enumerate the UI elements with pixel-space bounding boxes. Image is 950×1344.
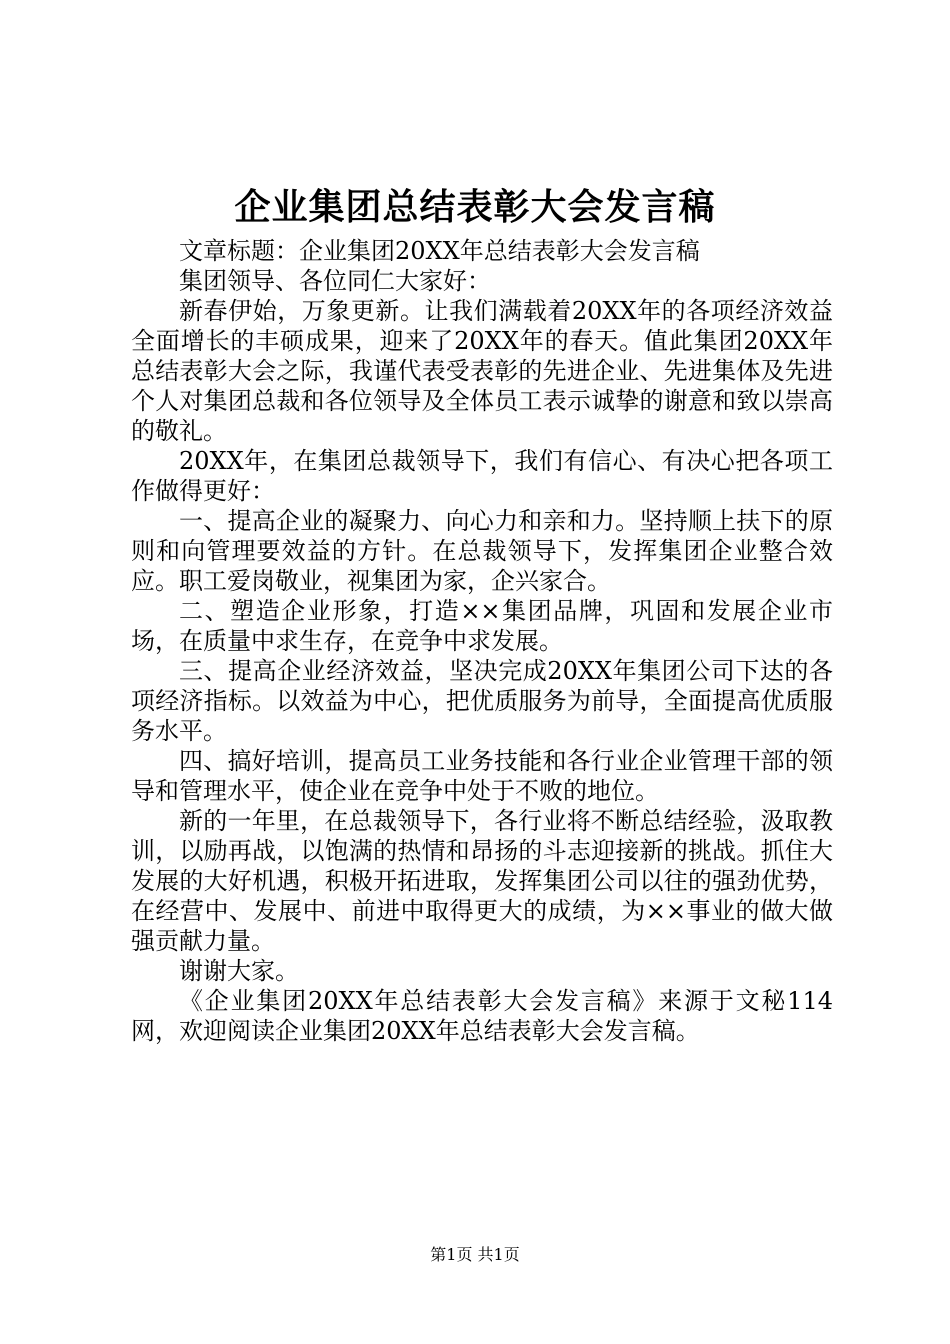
paragraph-opening: 新春伊始，万象更新。让我们满载着20XX年的各项经济效益全面增长的丰硕成果，迎来了20XX年的春天。值此集团20XX年总结表彰大会之际，我谨代表受表彰的先进企业、先进集体及先进个人对集团总裁和各位领导及全体员工表示诚挚的谢意和致以崇高的敬礼。 [131, 297, 833, 445]
paragraph-point-four: 四、搞好培训，提高员工业务技能和各行业企业管理干部的领导和管理水平，使企业在竞争中处于不败的地位。 [131, 747, 833, 805]
paragraph-point-two: 二、塑造企业形象，打造××集团品牌，巩固和发展企业市场，在质量中求生存，在竞争中求发展。 [131, 597, 833, 655]
page-footer: 第1页 共1页 [430, 1245, 520, 1264]
paragraph-thanks: 谢谢大家。 [179, 957, 299, 985]
document-body [131, 236, 833, 1046]
paragraph-source-note: 《企业集团20XX年总结表彰大会发言稿》来源于文秘114网，欢迎阅读企业集团20XX年总结表彰大会发言稿。 [131, 987, 833, 1045]
paragraph-article-title: 文章标题：企业集团20XX年总结表彰大会发言稿 [179, 237, 700, 265]
paragraph-greeting: 集团领导、各位同仁大家好： [179, 267, 491, 295]
paragraph-point-one: 一、提高企业的凝聚力、向心力和亲和力。坚持顺上扶下的原则和向管理要效益的方针。在总裁领导下，发挥集团企业整合效应。职工爱岗敬业，视集团为家，企兴家合。 [131, 507, 833, 595]
paragraph-point-three: 三、提高企业经济效益，坚决完成20XX年集团公司下达的各项经济指标。以效益为中心，把优质服务为前导，全面提高优质服务水平。 [131, 657, 833, 745]
paragraph-new-year: 新的一年里，在总裁领导下，各行业将不断总结经验，汲取教训，以励再战，以饱满的热情和昂扬的斗志迎接新的挑战。抓住大发展的大好机遇，积极开拓进取，发挥集团公司以往的强劲优势，在经营中、发展中、前进中取得更大的成绩，为××事业的做大做强贡献力量。 [131, 807, 833, 955]
document-title: 企业集团总结表彰大会发言稿 [234, 186, 716, 228]
paragraph-intro-goals: 20XX年，在集团总裁领导下，我们有信心、有决心把各项工作做得更好： [131, 447, 833, 505]
